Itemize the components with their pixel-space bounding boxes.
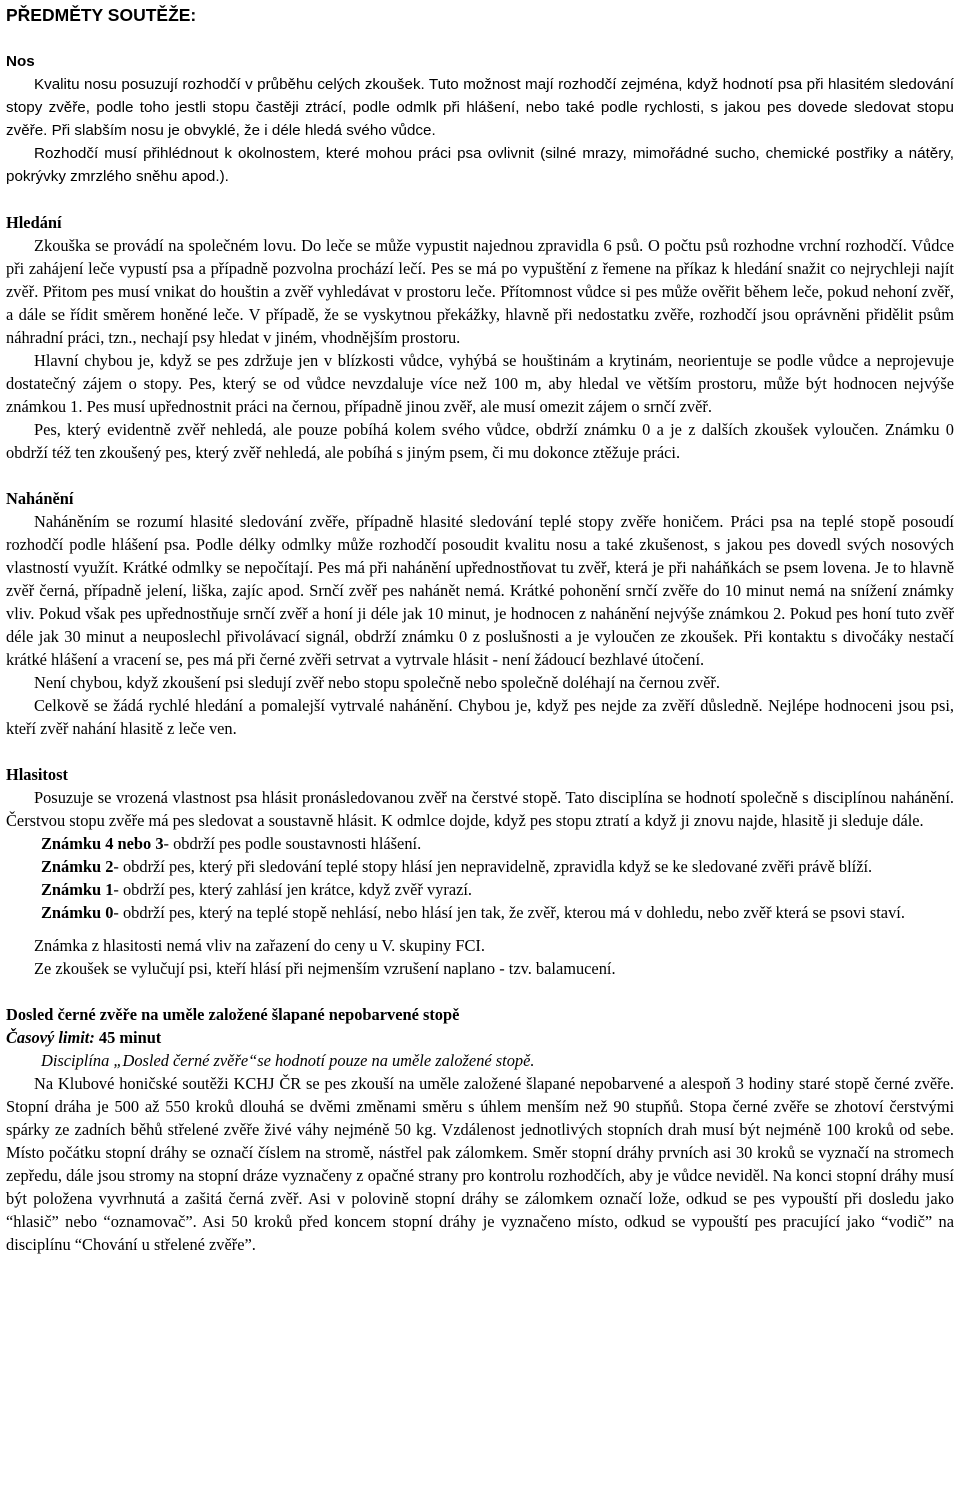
dosled-paragraph-1: Na Klubové honičské soutěži KCHJ ČR se pes zkouší na uměle založené šlapané nepobarvené a alespoň 3 hodiny staré stopě černé zvěře. Stopní dráha je 500 až 550 kroků dlouhá se dvěmi změnami směru s úhlem menším než 90 stupňů. Stopa černé zvěře se zhotoví čerstvými spárky ze zadních běhů střelené zvěře živé váhy nejméně 50 kg. Vzdálenost jednotlivých stopních drah musí být nejméně 100 kroků od sebe. Místo počátku stopní dráhy se označí číslem na stromě, nástřel pak zálomkem. Směr stopní dráhy prvních asi 30 kroků se vyznačí na stromech zepředu, dále jsou stromy na stopní dráze vyznačeny z opačné strany pro kontrolu rozhodčích, aby je vůdce neviděl. Na konci stopní dráhy musí být položena vyvrhnutá a zašitá černá zvěř. Asi v polovině stopní dráhy se zálomkem označí lože, odkud se pes vypouští při dosledu jako “hlasič” nebo “oznamovač”. Asi 50 kroků před koncem stopní dráhy je vyznačeno místo, odkud se vypouští pes pracující jako “vodič” na disciplínu “Chování u střelené zvěře”.	[6, 1074, 954, 1254]
grade-label: Známku 2	[41, 857, 114, 876]
grade-text: - obdrží pes, který při sledování teplé stopy hlásí jen nepravidelně, zpravidla když se ke sledované zvěři právě blíží.	[113, 857, 873, 876]
nos-paragraph-1: Kvalitu nosu posuzují rozhodčí v průběhu celých zkoušek. Tuto možnost mají rozhodčí zejména, když hodnotí psa při hlasitém sledování stopy zvěře, podle toho jestli stopu častěji ztrácí, podle odmlk při hlášení, nebo také podle rychlosti, s jakou pes dovede sledovat stopu zvěře. Při slabším nosu je obvyklé, že i déle hledá svého vůdce.	[6, 76, 954, 139]
grade-item	[41, 878, 954, 901]
grade-list	[41, 832, 954, 924]
section-hlasitost	[6, 763, 954, 980]
section-heading-hlasitost: Hlasitost	[6, 765, 68, 784]
hledani-paragraph-1: Zkouška se provádí na společném lovu. Do leče se může vypustit najednou zpravidla 6 psů. O počtu psů rozhodne vrchní rozhodčí. Vůdce při zahájení leče vypustí psa a případně pozvolna prochází lečí. Pes se má po vypuštění z řemene na příkaz k hledání snažit co nejrychleji najít zvěř. Přitom pes musí vnikat do houštin a zvěř vyhledávat v prostoru leče. Přítomnost vůdce si pes může ověřit během leče, pokud nehoní zvěř, a dále se řídit směrem honěné leče. V případě, že se vyskytnou překážky, hlavně při nedostatku zvěře, rozhodčí jsou oprávněni přidělit psům náhradní práci, tzn., nechají psy hledat v jiném, vhodnějším prostoru.	[6, 236, 954, 347]
dosled-note: Disciplína „Dosled černé zvěře“se hodnotí pouze na uměle založené stopě.	[41, 1051, 535, 1070]
section-heading-nos: Nos	[6, 53, 35, 70]
section-heading-dosled: Dosled černé zvěře na uměle založené šlapané nepobarvené stopě	[6, 1005, 460, 1024]
time-limit-value: 45 minut	[94, 1028, 162, 1047]
nahaneni-paragraph-1: Naháněním se rozumí hlasité sledování zvěře, případně hlasité sledování teplé stopy zvěře honičem. Práci psa na teplé stopě posoudí rozhodčí podle hlášení psa. Podle délky odmlky může rozhodčí posoudit kvalitu nosu a také zkušenost, s jakou pes dovedl svých nosových vlastností využít. Krátké odmlky se nepočítají. Pes má při nahánění upřednostňovat tu zvěř, která je při naháňkách se psem lovena. Je to hlavně zvěř černá, případně jelení, liška, zajíc apod. Srnčí zvěř pes nahánět nemá. Krátké pohonění srnčí zvěře do 10 minut nemá na snížení známky vliv. Pokud však pes upřednostňuje srnčí zvěř a honí ji déle jak 10 minut, je hodnocen z nahánění nejvýše známkou 2. Pokud pes honí tuto zvěř déle jak 30 minut a neuposlechl přivolávací signál, obdrží známku 0 z poslušnosti a je vyloučen ze zkoušek. Při kontaktu s divočáky nestačí krátké hlášení a vracení se, pes má při černé zvěři setrvat a vytrvale hlásit - není žádoucí bezhlavé útočení.	[6, 512, 954, 669]
nahaneni-paragraph-3: Celkově se žádá rychlé hledání a pomalejší vytrvalé nahánění. Chybou je, když pes nejde za zvěří důsledně. Nejlépe hodnoceni jsou psi, kteří zvěř nahání hlasitě z leče ven.	[6, 696, 954, 738]
hledani-paragraph-3: Pes, který evidentně zvěř nehledá, ale pouze pobíhá kolem svého vůdce, obdrží známku 0 a je z dalších zkoušek vyloučen. Známku 0 obdrží též ten zkoušený pes, který zvěř nehledá, ale pobíhá s jiným psem, či mu dokonce ztěžuje práci.	[6, 420, 954, 462]
grade-label: Známku 1	[41, 880, 114, 899]
grade-item	[41, 855, 954, 878]
section-heading-nahaneni: Nahánění	[6, 489, 74, 508]
hlasitost-paragraph-1: Posuzuje se vrozená vlastnost psa hlásit pronásledovanou zvěř na čerstvé stopě. Tato disciplína se hodnotí společně s disciplínou nahánění. Čerstvou stopu zvěře má pes sledovat a soustavně hlásit. K odmlce dojde, když pes stopu ztratí a když ji znovu najde, hlasitě ji sleduje dále.	[6, 788, 954, 830]
document-page	[0, 4, 960, 1256]
grade-text: - obdrží pes podle soustavnosti hlášení.	[163, 834, 422, 853]
time-limit-label: Časový limit:	[6, 1028, 95, 1047]
grade-label: Známku 4 nebo 3	[41, 834, 164, 853]
spacer	[6, 27, 954, 50]
document-title: PŘEDMĚTY SOUTĚŽE:	[6, 5, 197, 25]
grade-text: - obdrží pes, který na teplé stopě nehlásí, nebo hlásí jen tak, že zvěř, kterou má v dohledu, nebo zvěř která se psovi staví.	[113, 903, 905, 922]
nahaneni-paragraph-2: Není chybou, když zkoušení psi sledují zvěř nebo stopu společně nebo společně doléhají na černou zvěř.	[34, 673, 720, 692]
section-hledani	[6, 211, 954, 464]
grade-item	[41, 901, 954, 924]
grade-text: - obdrží pes, který zahlásí jen krátce, když zvěř vyrazí.	[113, 880, 473, 899]
section-nos	[6, 50, 954, 188]
hlasitost-paragraph-2: Známka z hlasitosti nemá vliv na zařazení do ceny u V. skupiny FCI.	[34, 936, 485, 955]
spacer	[6, 980, 954, 1003]
hledani-paragraph-2: Hlavní chybou je, když se pes zdržuje jen v blízkosti vůdce, vyhýbá se houštinám a krytinám, neorientuje se podle vůdce a neprojevuje dostatečný zájem o stopy. Pes, který se od vůdce nevzdaluje více než 100 m, aby hledal ve větším prostoru, může být hodnocen nejvýše známkou 1. Pes musí upřednostnit práci na černou, případně jinou zvěř, ale musí omezit zájem o srnčí zvěř.	[6, 351, 954, 416]
section-heading-hledani: Hledání	[6, 213, 62, 232]
grade-item	[41, 832, 954, 855]
spacer	[6, 188, 954, 211]
nos-paragraph-2: Rozhodčí musí přihlédnout k okolnostem, které mohou práci psa ovlivnit (silné mrazy, mimořádné sucho, chemické postřiky a nátěry, pokrývky zmrzlého sněhu apod.).	[6, 145, 954, 185]
hlasitost-paragraph-3: Ze zkoušek se vylučují psi, kteří hlásí při nejmenším vzrušení naplano - tzv. balamucení.	[34, 959, 616, 978]
section-nahaneni	[6, 487, 954, 740]
grade-label: Známku 0	[41, 903, 114, 922]
spacer	[6, 464, 954, 487]
spacer	[6, 924, 954, 934]
section-dosled	[6, 1003, 954, 1256]
spacer	[6, 740, 954, 763]
time-limit	[6, 1026, 954, 1049]
